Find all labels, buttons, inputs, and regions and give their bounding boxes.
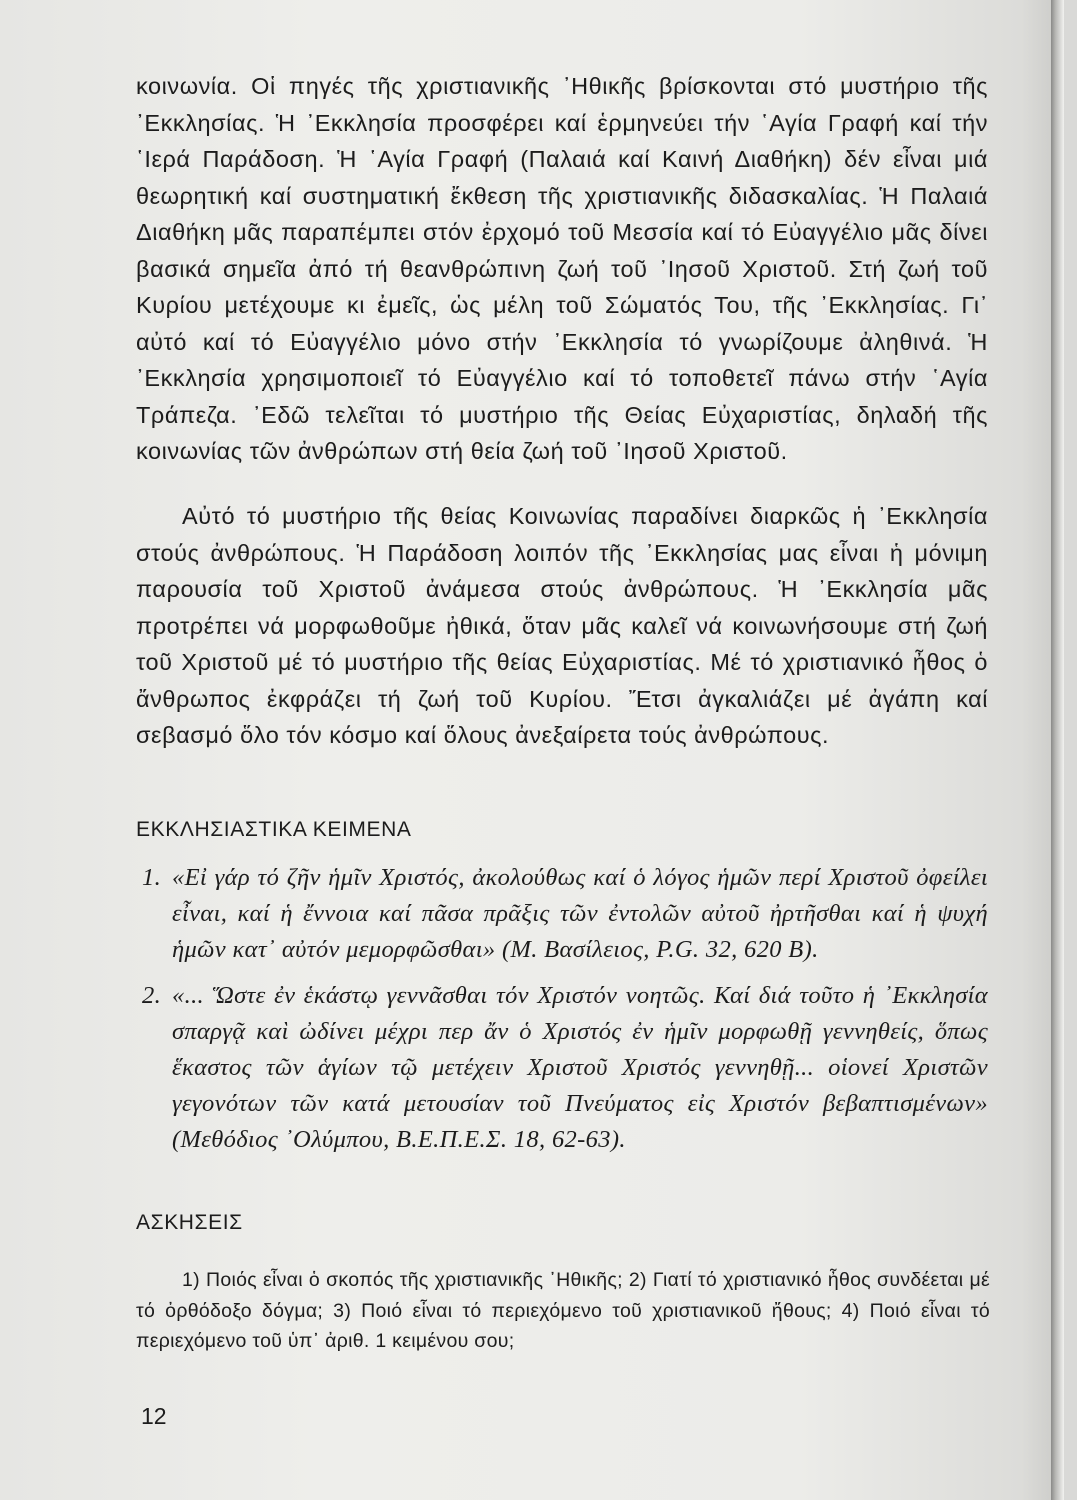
church-texts-heading: ΕΚΚΛΗΣΙΑΣΤΙΚΑ ΚΕΙΜΕΝΑ: [136, 818, 412, 841]
paragraph-text: κοινωνία. Οἱ πηγές τῆς χριστιανικῆς ᾿Ηθικῆς βρίσκονται στό μυστήριο τῆς ᾿Εκκλησίας. Ἡ ᾿Εκκλησία προσφέρει καί ἑρμηνεύει τήν ῾Αγία Γραφή καί τήν ῾Ιερά Παράδοση. Ἡ ῾Αγία Γραφή (Παλαιά καί Καινή Διαθήκη) δέν εἶναι μιά θεωρητική καί συστηματική ἔκθεση τῆς χριστιανικῆς διδασκαλίας. Ἡ Παλαιά Διαθήκη μᾶς παραπέμπει στόν ἐρχομό τοῦ Μεσσία καί τό Εὐαγγέλιο μᾶς δίνει βασικά σημεῖα ἀπό τή θεανθρώπινη ζωή τοῦ ᾿Ιησοῦ Χριστοῦ. Στή ζωή τοῦ Κυρίου μετέχουμε κι ἐμεῖς, ὡς μέλη τοῦ Σώματός Του, τῆς ᾿Εκκλησίας. Γι᾿ αὐτό καί τό Εὐαγγέλιο μόνο στήν ᾿Εκκλησία τό γνωρίζουμε ἀληθινά. Ἡ ᾿Εκκλησία χρησιμοποιεῖ τό Εὐαγγέλιο καί τό τοποθετεῖ πάνω στήν ῾Αγία Τράπεζα. ᾿Εδῶ τελεῖται τό μυστήριο τῆς Θείας Εὐχαριστίας, δηλαδή τῆς κοινωνίας τῶν ἀνθρώπων στή θεία ζωή τοῦ ᾿Ιησοῦ Χριστοῦ.: [136, 73, 988, 464]
church-texts-list: [136, 860, 988, 1158]
paragraph-text: Αὐτό τό μυστήριο τῆς θείας Κοινωνίας παραδίνει διαρκῶς ἡ ᾿Εκκλησία στούς ἀνθρώπους. Ἡ Παράδοση λοιπόν τῆς ᾿Εκκλησίας μας εἶναι ἡ μόνιμη παρουσία τοῦ Χριστοῦ ἀνάμεσα στούς ἀνθρώπους. Ἡ ᾿Εκκλησία μᾶς προτρέπει νά μορφωθοῦμε ἠθικά, ὅταν μᾶς καλεῖ νά κοινωνήσουμε στή ζωή τοῦ Χριστοῦ μέ τό μυστήριο τῆς θείας Εὐχαριστίας. Μέ τό χριστιανικό ἦθος ὁ ἄνθρωπος ἐκφράζει τή ζωή τοῦ Κυρίου. Ἔτσι ἀγκαλιάζει μέ ἀγάπη καί σεβασμό ὅλο τόν κόσμο καί ὅλους ἀνεξαίρετα τούς ἀνθρώπους.: [136, 503, 988, 748]
body-paragraph-2: [136, 498, 988, 754]
quote-item: [136, 860, 988, 968]
quote-number: 1.: [142, 864, 162, 891]
page-edge-shadow: [1051, 0, 1064, 1500]
quote-text: «Εἰ γάρ τό ζῆν ἡμῖν Χριστός, ἀκολούθως καί ὁ λόγος ἡμῶν περί Χριστοῦ ὀφείλει εἶναι, καί ἡ ἔννοια καί πᾶσα πρᾶξις τῶν ἐντολῶν αὐτοῦ ἠρτῆσθαι καί ἡ ψυχή ἡμῶν κατ᾿ αὐτόν μεμορφῶσθαι» (Μ. Βασίλειος, P.G. 32, 620 B).: [172, 864, 988, 963]
quote-number: 2.: [142, 982, 162, 1009]
quote-text: «... Ὥστε ἐν ἑκάστῳ γεννᾶσθαι τόν Χριστόν νοητῶς. Καί διά τοῦτο ἡ ᾿Εκκλησία σπαργᾷ καὶ ὠδίνει μέχρι περ ἄν ὁ Χριστός ἐν ἡμῖν μορφωθῇ γεννηθείς, ὅπως ἕκαστος τῶν ἁγίων τῷ μετέχειν Χριστοῦ Χριστός γεννηθῇ... οἱονεί Χριστῶν γεγονότων τῶν κατά μετουσίαν τοῦ Πνεύματος εἰς Χριστόν βεβαπτισμένων» (Μεθόδιος ᾿Ολύμπου, Β.Ε.Π.Ε.Σ. 18, 62-63).: [172, 982, 988, 1153]
quote-item: [136, 978, 988, 1158]
exercises-heading: ΑΣΚΗΣΕΙΣ: [136, 1211, 243, 1234]
page-number: 12: [141, 1403, 167, 1429]
body-paragraph-1: [136, 68, 988, 470]
exercises-text: 1) Ποιός εἶναι ὁ σκοπός τῆς χριστιανικῆς ᾿Ηθικῆς; 2) Γιατί τό χριστιανικό ἦθος συνδέεται μέ τό ὀρθόδοξο δόγμα; 3) Ποιό εἶναι τό περιεχόμενο τοῦ χριστιανικοῦ ἤθους; 4) Ποιό εἶναι τό περιεχόμενο τοῦ ὑπ᾿ ἀριθ. 1 κειμένου σου;: [136, 1269, 990, 1352]
